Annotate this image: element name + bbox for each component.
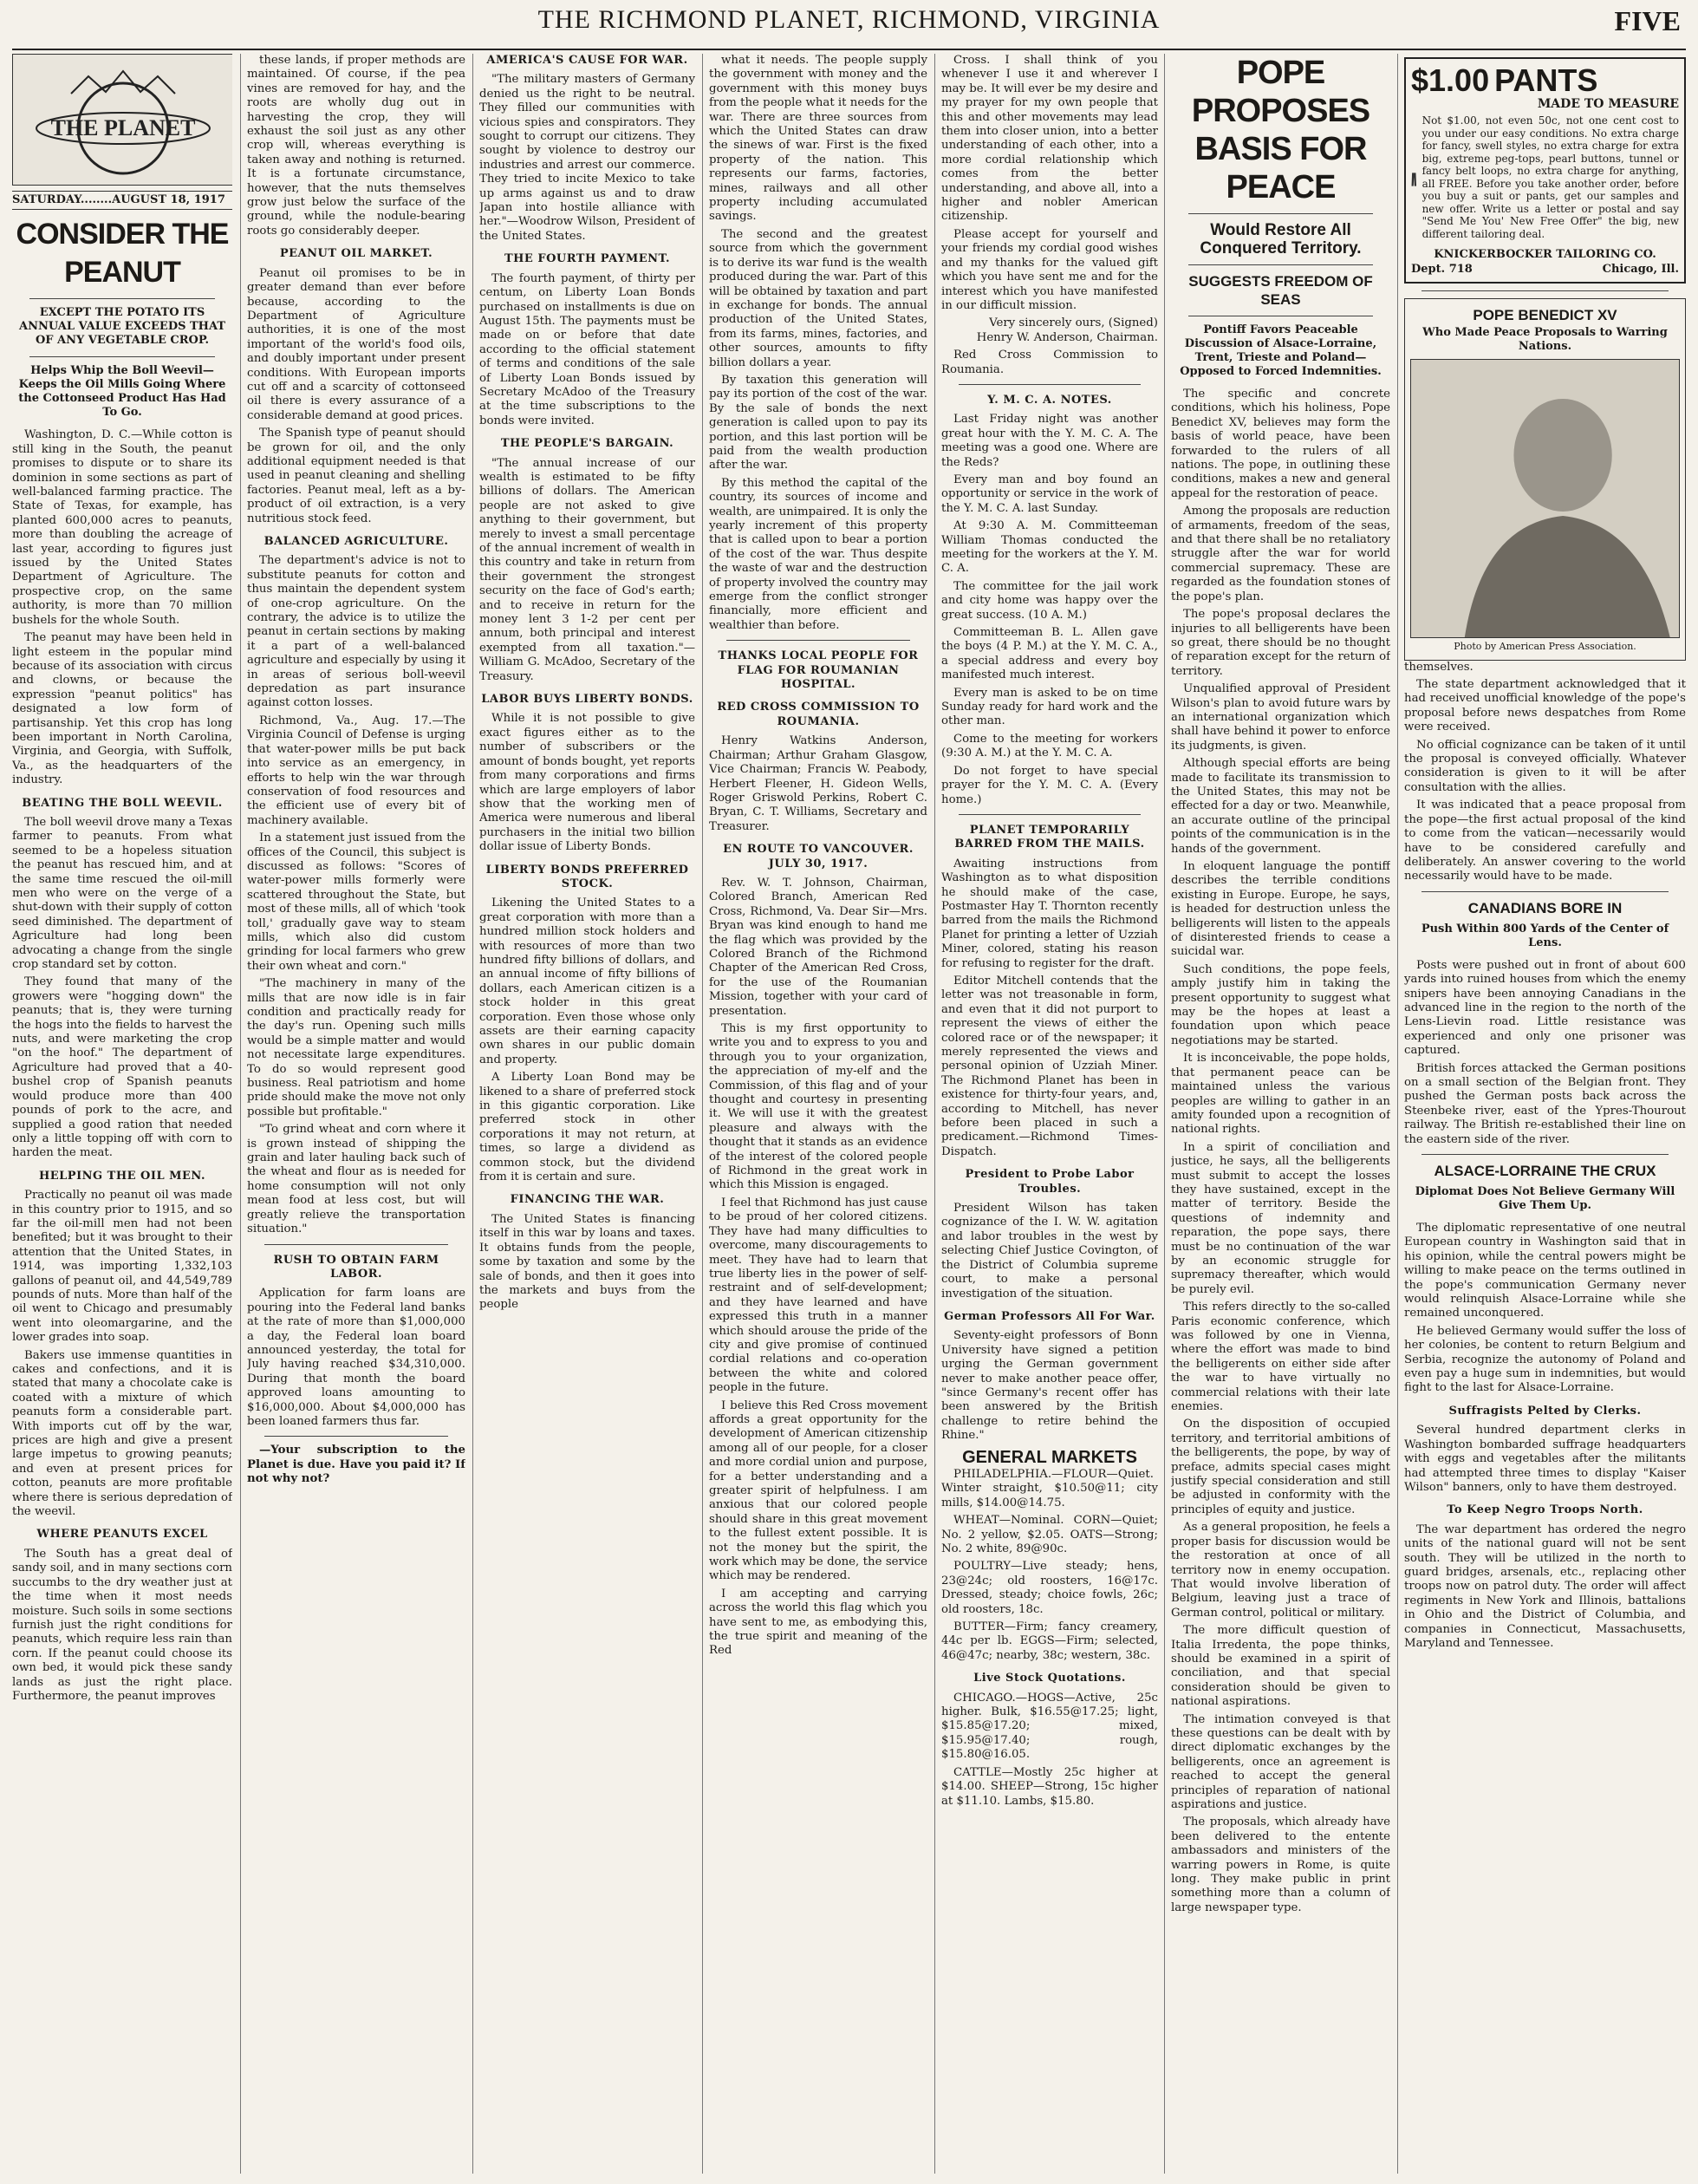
subhead: Suffragists Pelted by Clerks. (1448, 1404, 1642, 1418)
masthead (12, 3, 1686, 50)
issue-date: SATURDAY........AUGUST 18, 1917 (12, 191, 232, 210)
deck-peanut: EXCEPT THE POTATO ITS ANNUAL VALUE EXCEEDS THAT OF ANY VEGETABLE CROP. (18, 306, 226, 348)
column-rule (702, 54, 703, 2174)
planet-logo-icon (19, 59, 227, 180)
subhead: LIBERTY BONDS PREFERRED STOCK. (485, 863, 689, 890)
paragraph: Rev. W. T. Johnson, Chairman, Colored Branch, American Red Cross, Richmond, Va. Dear Sir—Mrs. Bryan was kind enough to hand me the flag which was provided by the Colored Branch of the Richmond Chapter of the American Red Cross, for the use of the Roumanian Mission, together with your card of presentation. (709, 876, 927, 1018)
subhead: Y. M. C. A. NOTES. (987, 393, 1112, 407)
paragraph: themselves. (1404, 660, 1474, 674)
paragraph: In eloquent language the pontiff describes the terrible conditions existing in Europe. Europe, he says, is headed for destruction unless the belligerents will listen to the appeals of disinterested friends to cease a suicidal war. (1171, 860, 1390, 959)
paragraph: The peanut may have been held in light esteem in the popular mind because of its association with circus and clowns, or because the expression "peanut politics" has designated a low form of partisanship. Yet this crop has long been important in North Carolina, Virginia, and Georgia, with Suffolk, Va., as the headquarters of the industry. (12, 631, 232, 787)
column-7 (1404, 54, 1686, 2174)
subhead: THE FOURTH PAYMENT. (504, 252, 671, 266)
column-rule (1164, 54, 1165, 2174)
page-number: FIVE (1614, 5, 1681, 36)
paragraph: "The annual increase of our wealth is estimated to be fifty billions of dollars. The American people are not asked to give anything to their government, but merely to invest a small percentage of the annual increment of wealth in this country and take in return from their government the strongest security on the face of God's earth; and to receive in return for the money lent 3 1-2 per cent per annum, both principal and interest exempted from all taxation."—William G. McAdoo, Secretary of the Treasury. (479, 456, 695, 683)
subhead: PEANUT OIL MARKET. (279, 247, 433, 261)
paragraph: Washington, D. C.—While cotton is still king in the South, the peanut promises to dispute or to share its dominion in some sections as part of well-balanced farming practice. The State of Texas, for example, has planted 600,000 acres to peanuts, more than doubling the acreage of last year, according to figures just issued by the United States Department of Agriculture. The prospective crop, on the same authority, is more than 70 million bushels for the whole South. (12, 428, 232, 627)
column-rule (472, 54, 473, 2174)
photo-deck: Who Made Peace Proposals to Warring Nations. (1422, 326, 1668, 354)
divider (1188, 213, 1373, 214)
column-5 (941, 54, 1158, 2174)
subhead: German Professors All For War. (944, 1309, 1155, 1323)
paragraph: "The military masters of Germany denied us the right to be neutral. They filled our communities with vicious spies and conspirators. They sought to corrupt our citizens. They sought by violence to destroy our industries and arrest our commerce. They tried to incite Mexico to take up arms against us and to draw Japan into hostile alliance with her."—Woodrow Wilson, President of the United States. (479, 73, 695, 243)
subhead: To Keep Negro Troops North. (1447, 1503, 1643, 1517)
paragraph: Committeeman B. L. Allen gave the boys (4 P. M.) at the Y. M. C. A., a special address and every boy manifested much interest. (941, 626, 1158, 682)
market-quote: PHILADELPHIA.—FLOUR—Quiet. Winter straight, $10.50@11; city mills, $14.00@14.75. (941, 1467, 1158, 1509)
paragraph: "To grind wheat and corn where it is grown instead of shipping the grain and later hauling back such of the wheat and flour as is needed for home consumption will not only mean food at less cost, but will greatly relieve the transportation situation." (247, 1123, 465, 1236)
paragraph: By this method the capital of the country, its sources of income and wealth, are unimpaired. It is only the yearly increment of this property that is called upon to bear a portion of the cost of the war. Thus despite the waste of war and the destruction of property involved the country may emerge from the conflict stronger financially, more efficient and wealthier than before. (709, 476, 927, 632)
market-quote: CATTLE—Mostly 25c higher at $14.00. SHEEP—Strong, 15c higher at $11.10. Lambs, $15.80. (941, 1765, 1158, 1808)
portrait-icon (1411, 360, 1679, 637)
paragraph: The fourth payment, of thirty per centum, on Liberty Loan Bonds purchased on installments is due on August 15th. The payments must be made on or before that date according to the official statement of terms and conditions of the sale of Liberty Loan Bonds issued by Secretary McAdoo of the Treasury at the time subscriptions to the bonds were invited. (479, 271, 695, 427)
pope-photo-box (1404, 298, 1686, 660)
paragraph: Every man and boy found an opportunity or service in the work of the Y. M. C. A. last Sunday. (941, 473, 1158, 515)
paragraph: The South has a great deal of sandy soil, and in many sections corn succumbs to the dry weather just at the time when it most needs moisture. Such soils in some sections furnish just the right conditions for peanuts, which require less rain than corn. If the peanut could choose its own bed, it would pick these sandy lands as just the right place. Furthermore, the peanut improves (12, 1547, 232, 1703)
paragraph: The department's advice is not to substitute peanuts for cotton and thus maintain the dependent system of one-crop agriculture. On the contrary, the advice is to utilize the peanut in certain sections by making it a part of a well-balanced agriculture and especially by using it in areas of serious boll-weevil depredation as part insurance against cotton losses. (247, 554, 465, 710)
paragraph: Last Friday night was another great hour with the Y. M. C. A. The meeting was a good one. Where are the Reds? (941, 413, 1158, 469)
market-quote: WHEAT—Nominal. CORN—Quiet; No. 2 yellow, $2.05. OATS—Strong; No. 2 white, 89@90c. (941, 1514, 1158, 1555)
paragraph: I feel that Richmond has just cause to be proud of her colored citizens. They have had many difficulties to overcome, many discouragements to meet. They have had to learn that true liberty lies in the power of self-restraint and of self-development; and they have learned and have expressed this truth in a manner which should arouse the pride of the city and give promise of continued cordial relations and co-operation between the white and colored people in the future. (709, 1196, 927, 1395)
subhead: WHERE PEANUTS EXCEL (36, 1528, 208, 1542)
subhead: THE PEOPLE'S BARGAIN. (500, 437, 674, 451)
paragraph: The boll weevil drove many a Texas farmer to peanuts. From what seemed to be a hopeless situation the peanut has rescued him, and at the same time rescued the oil-mill men who were on the verge of a shut-down with their supply of cotton seed diminished. The department of Agriculture had long been advocating a change from the single crop standard set by cotton. (12, 815, 232, 972)
paragraph: The second and the greatest source from which the government is to derive its war fund is the wealth produced during the war. Part of this will be obtained by taxation and part in exchange for bonds. The annual production of the United States, from its farms, mines, factories, and other sources, amounts to fifty billion dollars a year. (709, 227, 927, 369)
deck-pope: Would Restore All Conquered Territory. (1200, 221, 1362, 258)
headline-canadians: CANADIANS BORE IN (1467, 899, 1623, 916)
subhead: FINANCING THE WAR. (510, 1193, 665, 1207)
subhead: EN ROUTE TO VANCOUVER. JULY 30, 1917. (723, 843, 914, 870)
paragraph: The state department acknowledged that it had received unofficial knowledge of the pope's proposal before news despatches from Rome were received. (1404, 678, 1686, 734)
column-6 (1171, 54, 1390, 2174)
paragraph: what it needs. The people supply the government with money and the government with this money buys from the people what it needs for the war. There are three sources from which the United States can draw the sinews of war. First is the fixed property of the nation. This represents our farms, factories, mines, railways and all other property including accumulated savings. (709, 54, 927, 224)
paragraph: Application for farm loans are pouring into the Federal land banks at the rate of more than $1,000,000 a day, the Federal loan board announced yesterday, the total for July having reached $34,310,000. During that month the board approved loans amounting to $16,000,000. About $4,000,000 has been loaned farmers thus far. (247, 1287, 465, 1428)
paragraph: Seventy-eight professors of Bonn University have signed a petition urging the German government never to make another peace offer, "since Germany's recent offer has been answered by the British challenge to retire behind the Rhine." (941, 1329, 1158, 1443)
ad-city: Chicago, Ill. (1602, 262, 1679, 276)
subhead: HELPING THE OIL MEN. (38, 1169, 206, 1183)
paragraph: The pope's proposal declares the injuries to all belligerents have been so great, there should be no thought of reparation except for the return of territory. (1171, 608, 1390, 678)
pope-portrait (1410, 359, 1680, 638)
column-rule (1397, 54, 1398, 2174)
logo-text: THE PLANET (50, 115, 196, 140)
paragraph: Practically no peanut oil was made in this country prior to 1915, and so far the oil-mill men had not been benefited; but it was brought to their attention that the United States, in 1914, was importing 1,332,103 gallons of peanut oil, and 44,549,789 pounds of nuts. More than half of the oil went to Chicago and presumably went into oleomargarine, and the lower grades into soap. (12, 1189, 232, 1345)
subhead: RED CROSS COMMISSION TO ROUMANIA. (717, 701, 920, 728)
subhead: President to Probe Labor Troubles. (965, 1168, 1135, 1196)
column-3 (479, 54, 695, 2174)
divider (264, 1244, 448, 1245)
paragraph: No official cognizance can be taken of it until the proposal is conveyed officially. Whatever consideration is given to it will be after consultation with the allies. (1404, 738, 1686, 794)
headline-pope: POPE PROPOSES BASIS FOR PEACE (1191, 55, 1370, 205)
divider (1422, 290, 1669, 291)
paragraph: The intimation conveyed is that these questions can be dealt with by direct diplomatic exchanges by the belligerents, once an agreement is reached to accept the general principles of reparation of national aspirations and justice. (1171, 1712, 1390, 1811)
paragraph: these lands, if proper methods are maintained. Of course, if the pea vines are removed for hay, and the roots are wholly dug out in harvesting the crop, they will exhaust the soil just as any other crop will, whereas everything is taken away and nothing is returned. It is a fortunate circumstance, however, that the nuts themselves grow just below the surface of the ground, while the nodule-bearing roots go considerably deeper. (247, 54, 465, 238)
divider (959, 814, 1141, 815)
paragraph: The diplomatic representative of one neutral European country in Washington said that in his opinion, while the central powers might be willing to make peace on the terms outlined in the pope's communication Germany never would relinquish Alsace-Lorraine while she remained unconquered. (1404, 1222, 1686, 1320)
paragraph: They found that many of the growers were "hogging down" the peanuts; that is, they were turning the hogs into the fields to harvest the nuts, and were marketing the crop "on the hoof." The department of Agriculture had proved that a 40-bushel crop of Spanish peanuts would produce more than 400 pounds of pork to the acre, and supplied a good ration that needed only a little topping off with corn to harden the meat. (12, 975, 232, 1160)
subscription-note: —Your subscription to the Planet is due. Have you paid it? If not why not? (247, 1444, 465, 1486)
paragraph: British forces attacked the German positions on a small section of the Belgian front. They pushed the German posts back across the Steenbeke river, east of the Ypres-Thourout railway. The British re-established their line on the eastern side of the river. (1404, 1061, 1686, 1146)
deck-canadians: Push Within 800 Yards of the Center of Lens. (1421, 922, 1669, 949)
trousers-icon (1411, 114, 1417, 244)
divider (1422, 891, 1669, 892)
paragraph: While it is not possible to give exact figures either as to the number of subscribers or the amount of bonds bought, yet reports from many corporations and firms which are large employers of labor show that the working men of America were numerous and liberal purchasers in the initial two billion dollar issue of Liberty Bonds. (479, 712, 695, 854)
headline-alsace: ALSACE-LORRAINE THE CRUX (1434, 1163, 1656, 1179)
market-quote: CHICAGO.—HOGS—Active, 25c higher. Bulk, $16.55@17.25; light, $15.85@17.20; mixed, $15.95@17.40; rough, $15.80@16.05. (941, 1691, 1158, 1762)
paragraph: Editor Mitchell contends that the letter was not treasonable in form, and even that it did not purport to represent the views of either the colored race or of the newspaper; it merely represented the views and personal opinion of Uzziah Miner. The Richmond Planet has been in existence for thirty-four years, and, according to Mitchell, has never before been placed in such a predicament.—Richmond Times-Dispatch. (941, 974, 1158, 1158)
paragraph: Please accept for yourself and your friends my cordial good wishes and my thanks for the valued gift which you have sent me and for the interest which you have manifested in our difficult mission. (941, 227, 1158, 312)
paragraph: Bakers use immense quantities in cakes and confections, and it is stated that many a chocolate cake is coated with a mixture of which peanuts form a considerable part. With imports cut off by the war, prices are high and give a present large impetus to growing peanuts; and even at present prices for cotton, peanuts are more profitable where there is serious depredation of the weevil. (12, 1348, 232, 1519)
market-quote: BUTTER—Firm; fancy creamery, 44c per lb. EGGS—Firm; selected, 46@47c; nearby, 38c; western, 38c. (941, 1620, 1158, 1662)
deck-pontiff: Pontiff Favors Peaceable Discussion of Alsace-Lorraine, Trent, Trieste and Poland—Opposed to Forced Indemnities. (1180, 323, 1382, 378)
paragraph: The proposals, which already have been delivered to the entente ambassadors and ministers of the warring powers in Rome, is quite long. They make public in print something more than a column of large newspaper type. (1171, 1816, 1390, 1914)
ad-firm: KNICKERBOCKER TAILORING CO. (1434, 248, 1656, 262)
paragraph: On the disposition of occupied territory, and territorial ambitions of the belligerents, the pope, by way of preface, admits special cases might justify special consideration and still be adjusted in conformity with the principles of equity and justice. (1171, 1418, 1390, 1516)
paragraph: Among the proposals are reduction of armaments, freedom of the seas, and that there shall be no retaliatory struggle after the war for world commercial supremacy. These are regarded as the foundation stones of the pope's plan. (1171, 505, 1390, 603)
paragraph: The specific and concrete conditions, which his holiness, Pope Benedict XV, believes may form the basis of world peace, have been forwarded to the rulers of all nations. The pope, in outlining these conditions, makes a new and general appeal for the restoration of peace. (1171, 388, 1390, 500)
photo-credit: Photo by American Press Association. (1454, 641, 1636, 653)
paragraph: Posts were pushed out in front of about 600 yards into ruined houses from which the enemy snipers have been annoying Canadians in the advanced line in the region to the north of the Lens-Lievin road. Little resistance was experienced and only one prisoner was captured. (1404, 958, 1686, 1058)
divider (959, 384, 1141, 385)
paragraph: Such conditions, the pope feels, amply justify him in taking the present opportunity to suggest what may be the hopes at least a foundation upon which peace negotiations may be started. (1171, 962, 1390, 1047)
paragraph: The Spanish type of peanut should be grown for oil, and the only additional equipment needed is that used in peanut cleaning and shelling factories. Peanut meal, left as a by-product of oil extraction, is a very nutritious stock feed. (247, 427, 465, 525)
paragraph: This refers directly to the so-called Paris economic conference, which was followed by one in Vienna, where the effort was made to bind the belligerents on either side after the war to have virtually no commercial relations with their late enemies. (1171, 1301, 1390, 1414)
divider (1188, 264, 1373, 265)
paragraph: Do not forget to have special prayer for the Y. M. C. A. (Every home.) (941, 764, 1158, 806)
paragraph: At 9:30 A. M. Committeeman William Thomas conducted the meeting for the workers at the Y. M. C. A. (941, 519, 1158, 576)
subhead: BEATING THE BOLL WEEVIL. (22, 796, 223, 810)
paragraph: Peanut oil promises to be in greater demand than ever before because, according to the Department of Agriculture authorities, it is one of the most important of the world's food oils, and doubly important under present conditions. With European imports cut off and a scarcity of cottonseed oil there is every assurance of a considerable demand at good prices. (247, 266, 465, 422)
paragraph: The war department has ordered the negro units of the national guard will not be sent south. They will be utilized in the north to guard bridges, arsenals, etc., replacing other troops now on patrol duty. The order will affect regiments in New York and Illinois, battalions in Ohio and the District of Columbia, and companies in Connecticut, Massachusetts, Maryland and Tennessee. (1404, 1522, 1686, 1650)
ad-title: PANTS (1494, 62, 1598, 98)
divider (29, 298, 215, 299)
ad-price: $1.00 (1411, 62, 1490, 98)
paragraph: Unqualified approval of President Wilson's plan to avoid future wars by an international organization which shall have behind it power to enforce its judgments, is given. (1171, 682, 1390, 753)
paragraph: Cross. I shall think of you whenever I use it and wherever I may be. It will ever be my desire and my prayer for my own people that this and other movements may lead them into closer union, into a better understanding of each other, into a more cordial relationship which comes from the better understanding, and above all, into a higher and nobler American citizenship. (941, 54, 1158, 224)
column-rule (934, 54, 935, 2174)
market-quote: POULTRY—Live steady; hens, 23@24c; old roosters, 16@17c. Dressed, steady; choice fowls, 26c; old roosters, 18c. (941, 1560, 1158, 1616)
paragraph: It was indicated that a peace proposal from the pope—the first actual proposal of the kind to come from the vatican—necessarily would have to be considered carefully and deliberately. An answer covering to the world necessarily would have to be made. (1404, 799, 1686, 883)
paragraph: President Wilson has taken cognizance of the I. W. W. agitation and labor troubles in the west by selecting Chief Justice Covington, of the District of Columbia supreme court, to make a personal investigation of the situation. (941, 1202, 1158, 1301)
subhead: Live Stock Quotations. (973, 1672, 1126, 1685)
paragraph: The more difficult question of Italia Irredenta, the pope thinks, should be examined in a spirit of conciliation, and that special consideration should be given to national aspirations. (1171, 1624, 1390, 1709)
column-rule (240, 54, 241, 2174)
deck-freedom-of-seas: SUGGESTS FREEDOM OF SEAS (1188, 273, 1373, 308)
paragraph: Although special efforts are being made to facilitate its transmission to the United States, this may not be effected for a day or two. Meanwhile, an accurate outline of the principal points of the communication is in the hands of the government. (1171, 757, 1390, 856)
paragraph: A Liberty Loan Bond may be likened to a share of preferred stock in this gigantic corporation. Like preferred stock in other corporations it may not return, at times, so large a dividend as common stock, but the dividend from it is certain and sure. (479, 1071, 695, 1184)
planet-logo (12, 54, 232, 186)
divider (726, 640, 910, 641)
paragraph: In a spirit of conciliation and justice, he says, all the belligerents must submit to accept the losses they have sustained, except in the matter of territory. Beside the questions of indemnity and reparation, the pope says, there must be no continuation of the war by an economic struggle for supremacy thereafter, which would be purely evil. (1171, 1140, 1390, 1296)
headline-peanut: CONSIDER THE PEANUT (16, 218, 229, 290)
ad-tag: MADE TO MEASURE (1537, 97, 1679, 111)
subhead: PLANET TEMPORARILY BARRED FROM THE MAILS. (954, 823, 1145, 851)
paragraph: It is inconceivable, the pope holds, that permanent peace can be maintained unless the various peoples are willing to gather in an amity founded upon a recognition of national rights. (1171, 1052, 1390, 1137)
pants-advertisement (1404, 57, 1686, 284)
column-1 (12, 54, 232, 2174)
paragraph: In a statement just issued from the offices of the Council, this subject is discussed as follows: "Scores of water-power mills formerly were scattered throughout the State, but most of these mills, all of which 'took toll,' gradually gave way to steam mills, which also did custom grinding for local farmers who grew their own wheat and corn." (247, 831, 465, 973)
paragraph: Come to the meeting for workers (9:30 A. M.) at the Y. M. C. A. (941, 732, 1158, 760)
deck-alsace: Diplomat Does Not Believe Germany Will Give Them Up. (1415, 1185, 1675, 1212)
paragraph: "The machinery in many of the mills that are now idle is in fair condition and practically ready for the day's run. Opening such mills would be a simple matter and would not necessitate large expenditures. To do so would represent good business. Real patriotism and home pride should make the move not only possible but profitable." (247, 977, 465, 1118)
subhead: THANKS LOCAL PEOPLE FOR FLAG FOR ROUMANIAN HOSPITAL. (718, 649, 919, 692)
divider (1422, 1154, 1669, 1155)
deck-peanut-2: Helps Whip the Boll Weevil—Keeps the Oil Mills Going Where the Cottonseed Product Has Had To Go. (18, 364, 226, 420)
markets-title: GENERAL MARKETS (962, 1447, 1137, 1467)
subhead: BALANCED AGRICULTURE. (263, 535, 449, 548)
subhead: RUSH TO OBTAIN FARM LABOR. (273, 1253, 439, 1281)
paragraph: Every man is asked to be on time Sunday ready for hard work and the other man. (941, 686, 1158, 728)
paragraph: As a general proposition, he feels a proper basis for discussion would be the restoration at once of all territory now in enemy occupation. That would involve liberation of Belgium, leaving just a trace of German control, political or military. (1171, 1521, 1390, 1620)
paragraph: The United States is financing itself in this war by loans and taxes. It obtains funds from the people, some by taxation and some by the sale of bonds, and then it goes into the markets and buys from the people (479, 1212, 695, 1312)
paragraph: Richmond, Va., Aug. 17.—The Virginia Council of Defense is urging that water-power mills be put back into service as an emergency, in efforts to help win the war through conservation of food resources and the efficient use of every bit of machinery available. (247, 714, 465, 827)
masthead-title: THE RICHMOND PLANET, RICHMOND, VIRGINIA (537, 5, 1161, 34)
paragraph: The committee for the jail work and city home was happy over the great success. (10 A. M.) (941, 579, 1158, 622)
subhead: LABOR BUYS LIBERTY BONDS. (481, 693, 693, 707)
paragraph: This is my first opportunity to write you and to express to you and through you to your organization, the appreciation of my-elf and the Commission, of this flag and of your thought and courtesy in presenting it. We will use it with the greatest pleasure and always with the thought that it stands as an evidence of the interest of the colored people of Richmond in the great work in which this Mission is engaged. (709, 1022, 927, 1192)
ad-dept: Dept. 718 (1411, 262, 1473, 276)
photo-title: POPE BENEDICT XV (1473, 307, 1617, 324)
subhead: AMERICA'S CAUSE FOR WAR. (486, 54, 688, 67)
signature: Very sincerely ours, (Signed) Henry W. Anderson, Chairman. (976, 316, 1158, 344)
paragraph: He believed Germany would suffer the loss of her colonies, be content to return Belgium and Serbia, recognize the autonomy of Poland and even pay a huge sum in indemnities, but would fight to the last for Alsace-Lorraine. (1404, 1324, 1686, 1395)
paragraph: Awaiting instructions from Washington as to what disposition he should make of the case, Postmaster Hay T. Thornton recently barred from the mails the Richmond Planet for printing a letter of Uzziah Miner, colored, stating his reason for refusing to register for the draft. (941, 857, 1158, 970)
column-2 (247, 54, 465, 2174)
signature-title: Red Cross Commission to Roumania. (941, 349, 1158, 376)
paragraph: By taxation this generation will pay its portion of the cost of the war. By the sale of bonds the next generation is called upon to pay its portion, and this last portion will be paid from the wealth production after the war. (709, 373, 927, 473)
paragraph: Likening the United States to a great corporation with more than a hundred million stock holders and with resources of more than two hundred fifty billions of dollars, and an annual income of fifty billions of dollars, each American citizen is a stock holder in this great corporation. Even those whose only assets are their earning capacity own shares in our public domain and property. (479, 896, 695, 1066)
paragraph: Henry Watkins Anderson, Chairman; Arthur Graham Glasgow, Vice Chairman; Francis W. Peabody, Herbert Fleener, H. Gideon Wells, Roger Griswold Perkins, Robert C. Bryan, C. T. Williams, Secretary and Treasurer. (709, 734, 927, 833)
paragraph: Several hundred department clerks in Washington bombarded suffrage headquarters with eggs and vegetables after the militants had attempted three times to display "Kaiser Wilson" banners, only to have them destroyed. (1404, 1424, 1686, 1494)
ad-body: Not $1.00, not even 50c, not one cent cost to you under our easy conditions. No extra charge for fancy, swell styles, no extra charge for extra big, extreme peg-tops, pearl buttons, tunnel or fancy belt loops, no extra charge for anything, all FREE. Before you take another order, before you buy a suit or pants, get our samples and new offer. Write us a letter or postal and say "Send Me You' New Free Offer" the big, new different tailoring deal. (1422, 114, 1679, 240)
column-4 (709, 54, 927, 2174)
paragraph: I am accepting and carrying across the world this flag which you have sent to me, as embodying this, the true spirit and meaning of the Red (709, 1587, 927, 1658)
paragraph: I believe this Red Cross movement affords a great opportunity for the development of American citizenship among all of our people, for a closer and more cordial union and purpose, for a better understanding and a greater spirit of helpfulness. I am anxious that our colored people should share in this great movement to the fullest extent possible. It is not the money but the spirit, the work which may be done, the service which may be rendered. (709, 1398, 927, 1583)
divider (29, 356, 215, 357)
divider (264, 1436, 448, 1437)
